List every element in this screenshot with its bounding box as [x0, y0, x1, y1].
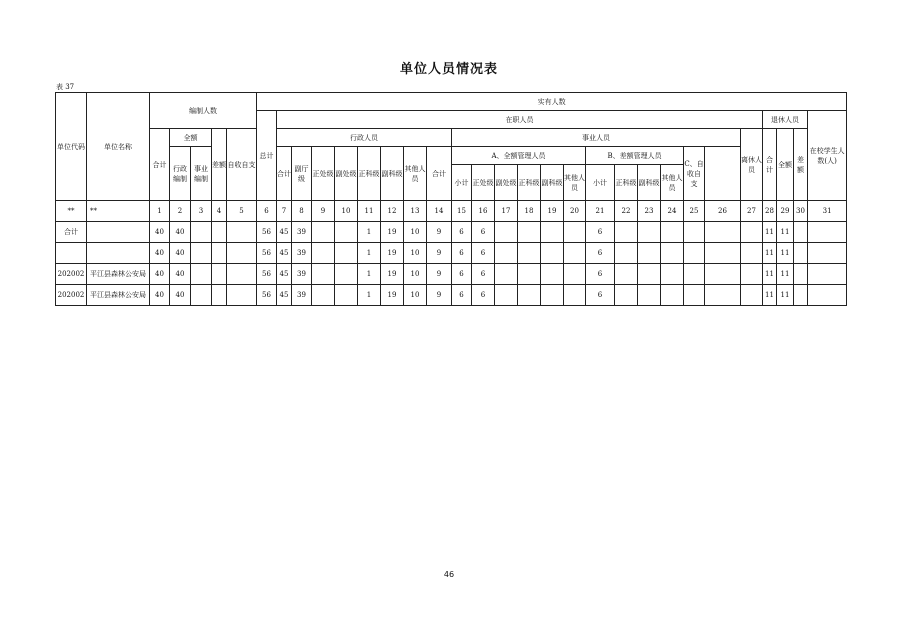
table-cell: 6 [586, 264, 615, 285]
table-cell [741, 243, 763, 264]
table-cell: 56 [257, 285, 277, 306]
table-cell [335, 222, 358, 243]
table-cell: 1 [358, 285, 381, 306]
table-cell [518, 222, 541, 243]
table-cell: 10 [404, 243, 427, 264]
header-diff: 差额 [212, 129, 227, 201]
table-cell: 10 [335, 201, 358, 222]
table-cell [705, 243, 741, 264]
table-cell: ** [56, 201, 87, 222]
table-cell [661, 264, 684, 285]
table-cell: 11 [777, 285, 794, 306]
header-retired-total: 合计 [763, 129, 777, 201]
page-title: 单位人员情况表 [399, 62, 498, 77]
table-cell: 40 [150, 285, 170, 306]
header-admin-staffing: 行政编制 [170, 147, 191, 201]
table-cell: 6 [257, 201, 277, 222]
personnel-table [55, 92, 847, 306]
table-cell [312, 243, 335, 264]
table-cell [495, 243, 518, 264]
table-cell: 11 [777, 222, 794, 243]
table-cell: 1 [150, 201, 170, 222]
table-cell [638, 243, 661, 264]
table-cell [495, 222, 518, 243]
header-retired-cadre: 离休人员 [741, 129, 763, 201]
header-b-deputy-section: 副科级 [638, 165, 661, 201]
table-cell: 10 [404, 264, 427, 285]
table-cell [794, 243, 808, 264]
table-cell: 19 [381, 285, 404, 306]
table-cell: 40 [150, 243, 170, 264]
table-cell [684, 222, 705, 243]
table-cell: 5 [227, 201, 257, 222]
table-cell [794, 285, 808, 306]
header-a-other: 其他人员 [564, 165, 586, 201]
header-students: 在校学生人数(人) [808, 111, 847, 201]
table-cell: 10 [404, 285, 427, 306]
table-cell [312, 285, 335, 306]
table-cell [518, 285, 541, 306]
table-cell: 26 [705, 201, 741, 222]
table-cell: 31 [808, 201, 847, 222]
table-cell: 19 [381, 243, 404, 264]
table-cell: 24 [661, 201, 684, 222]
table-cell: 22 [615, 201, 638, 222]
table-cell: 6 [472, 243, 495, 264]
table-cell [212, 264, 227, 285]
table-cell: 30 [794, 201, 808, 222]
table-cell [661, 243, 684, 264]
header-retired-diff: 差额 [794, 129, 808, 201]
table-row [56, 222, 847, 243]
table-cell [684, 285, 705, 306]
table-cell [741, 222, 763, 243]
header-actual: 实有人数 [257, 93, 847, 111]
header-deputy-bureau: 副厅级 [292, 147, 312, 201]
header-a-deputy-section: 副科级 [541, 165, 564, 201]
header-staffing: 编制人数 [150, 93, 257, 129]
table-cell [615, 264, 638, 285]
table-cell: 1 [358, 222, 381, 243]
table-cell: 4 [212, 201, 227, 222]
table-cell [312, 222, 335, 243]
table-cell [191, 285, 212, 306]
table-cell: 11 [358, 201, 381, 222]
table-cell: 7 [277, 201, 292, 222]
table-cell: 平江县森林公安局 [87, 285, 150, 306]
table-cell: 56 [257, 222, 277, 243]
table-cell [684, 243, 705, 264]
table-cell [794, 222, 808, 243]
table-cell: 11 [777, 243, 794, 264]
table-cell: 1 [358, 264, 381, 285]
table-cell: 11 [763, 222, 777, 243]
table-cell: 40 [150, 222, 170, 243]
table-cell: 45 [277, 264, 292, 285]
header-retired: 退休人员 [763, 111, 808, 129]
table-cell [808, 264, 847, 285]
header-unit-name: 单位名称 [87, 93, 150, 201]
table-cell [638, 285, 661, 306]
table-cell [661, 285, 684, 306]
table-cell: 25 [684, 201, 705, 222]
table-cell [541, 285, 564, 306]
table-cell: 202002 [56, 285, 87, 306]
table-cell: 40 [170, 243, 191, 264]
header-inst-total: 合计 [427, 147, 452, 201]
header-retired-full: 全额 [777, 129, 794, 201]
table-cell [495, 285, 518, 306]
table-cell: 39 [292, 285, 312, 306]
table-cell [564, 285, 586, 306]
table-cell [212, 243, 227, 264]
table-cell [808, 285, 847, 306]
table-cell [705, 222, 741, 243]
table-cell: 202002 [56, 264, 87, 285]
table-cell: 11 [763, 285, 777, 306]
table-cell: 19 [541, 201, 564, 222]
table-cell: 3 [191, 201, 212, 222]
header-staffing-total: 合计 [150, 129, 170, 201]
table-cell [794, 264, 808, 285]
table-cell [541, 243, 564, 264]
header-cat-a: A、全额管理人员 [452, 147, 586, 165]
table-cell: 20 [564, 201, 586, 222]
table-cell: 9 [427, 264, 452, 285]
page-number: 46 [443, 570, 455, 579]
header-a-deputy-division: 副处级 [495, 165, 518, 201]
table-cell: 40 [170, 285, 191, 306]
table-cell: 10 [404, 222, 427, 243]
table-cell [808, 222, 847, 243]
table-cell [564, 264, 586, 285]
header-self-funded: 自收自支 [227, 129, 257, 201]
table-cell: 19 [381, 264, 404, 285]
table-cell: ** [87, 201, 150, 222]
table-cell: 8 [292, 201, 312, 222]
table-cell [564, 243, 586, 264]
header-cat-b: B、差额管理人员 [586, 147, 684, 165]
table-cell [638, 264, 661, 285]
table-cell: 11 [763, 243, 777, 264]
table-cell [191, 243, 212, 264]
table-cell [495, 264, 518, 285]
table-cell [564, 222, 586, 243]
table-cell: 6 [586, 243, 615, 264]
table-row [56, 285, 847, 306]
table-cell: 27 [741, 201, 763, 222]
table-cell [87, 243, 150, 264]
table-cell: 45 [277, 285, 292, 306]
table-cell: 11 [763, 264, 777, 285]
table-cell: 平江县森林公安局 [87, 264, 150, 285]
header-b-other: 其他人员 [661, 165, 684, 201]
table-cell [741, 285, 763, 306]
table-number: 表 37 [56, 83, 75, 91]
table-cell [615, 222, 638, 243]
table-cell: 11 [777, 264, 794, 285]
header-admin-other: 其他人员 [404, 147, 427, 201]
table-cell: 6 [586, 222, 615, 243]
table-cell [518, 243, 541, 264]
table-cell: 6 [452, 285, 472, 306]
table-cell [541, 222, 564, 243]
table-cell: 45 [277, 243, 292, 264]
table-cell: 15 [452, 201, 472, 222]
table-cell [227, 264, 257, 285]
table-cell: 39 [292, 243, 312, 264]
table-cell: 6 [472, 264, 495, 285]
table-cell: 9 [312, 201, 335, 222]
table-cell: 9 [427, 285, 452, 306]
table-cell: 45 [277, 222, 292, 243]
table-cell [705, 285, 741, 306]
table-cell [661, 222, 684, 243]
table-cell [615, 285, 638, 306]
table-cell: 6 [586, 285, 615, 306]
table-cell: 18 [518, 201, 541, 222]
table-cell: 6 [472, 222, 495, 243]
table-cell: 28 [763, 201, 777, 222]
table-cell [56, 243, 87, 264]
table-cell: 29 [777, 201, 794, 222]
table-cell [212, 285, 227, 306]
table-cell: 9 [427, 222, 452, 243]
table-cell [335, 264, 358, 285]
header-full-funded: 全额 [170, 129, 212, 147]
table-cell: 17 [495, 201, 518, 222]
table-cell [615, 243, 638, 264]
table-cell: 39 [292, 222, 312, 243]
table-cell [191, 222, 212, 243]
table-cell: 39 [292, 264, 312, 285]
table-cell: 6 [452, 264, 472, 285]
table-cell: 9 [427, 243, 452, 264]
table-cell [191, 264, 212, 285]
header-inst-staffing: 事业编制 [191, 147, 212, 201]
table-cell [227, 285, 257, 306]
table-cell: 6 [452, 222, 472, 243]
index-row [56, 201, 847, 222]
table-cell: 合计 [56, 222, 87, 243]
header-section: 正科级 [358, 147, 381, 201]
header-a-subtotal: 小计 [452, 165, 472, 201]
table-row [56, 264, 847, 285]
table-cell: 13 [404, 201, 427, 222]
table-cell: 40 [150, 264, 170, 285]
table-cell: 23 [638, 201, 661, 222]
header-b-section: 正科级 [615, 165, 638, 201]
header-a-section: 正科级 [518, 165, 541, 201]
table-cell [335, 285, 358, 306]
header-deputy-division: 副处级 [335, 147, 358, 201]
table-cell: 2 [170, 201, 191, 222]
header-unit-code: 单位代码 [56, 93, 87, 201]
header-in-service: 在职人员 [277, 111, 763, 129]
header-inst-staff: 事业人员 [452, 129, 741, 147]
table-cell: 40 [170, 264, 191, 285]
table-cell [741, 264, 763, 285]
header-deputy-section: 副科级 [381, 147, 404, 201]
table-cell: 6 [452, 243, 472, 264]
table-cell [312, 264, 335, 285]
table-cell: 56 [257, 264, 277, 285]
header-cat-c: C、自收自支 [684, 147, 705, 201]
header-admin-staff: 行政人员 [277, 129, 452, 147]
table-cell [541, 264, 564, 285]
table-cell [518, 264, 541, 285]
table-cell [227, 243, 257, 264]
table-cell [808, 243, 847, 264]
table-cell: 12 [381, 201, 404, 222]
table-cell: 16 [472, 201, 495, 222]
table-cell [335, 243, 358, 264]
table-cell [212, 222, 227, 243]
table-cell [705, 264, 741, 285]
header-admin-total: 合计 [277, 147, 292, 201]
table-cell: 6 [472, 285, 495, 306]
table-cell: 19 [381, 222, 404, 243]
table-cell: 21 [586, 201, 615, 222]
header-b-subtotal: 小计 [586, 165, 615, 201]
header-division: 正处级 [312, 147, 335, 201]
header-grand-total: 总计 [257, 111, 277, 201]
table-cell: 14 [427, 201, 452, 222]
table-cell: 40 [170, 222, 191, 243]
table-cell: 56 [257, 243, 277, 264]
header-a-division: 正处级 [472, 165, 495, 201]
table-cell [684, 264, 705, 285]
table-cell [87, 222, 150, 243]
table-cell [227, 222, 257, 243]
table-cell: 1 [358, 243, 381, 264]
table-cell [638, 222, 661, 243]
table-row [56, 243, 847, 264]
